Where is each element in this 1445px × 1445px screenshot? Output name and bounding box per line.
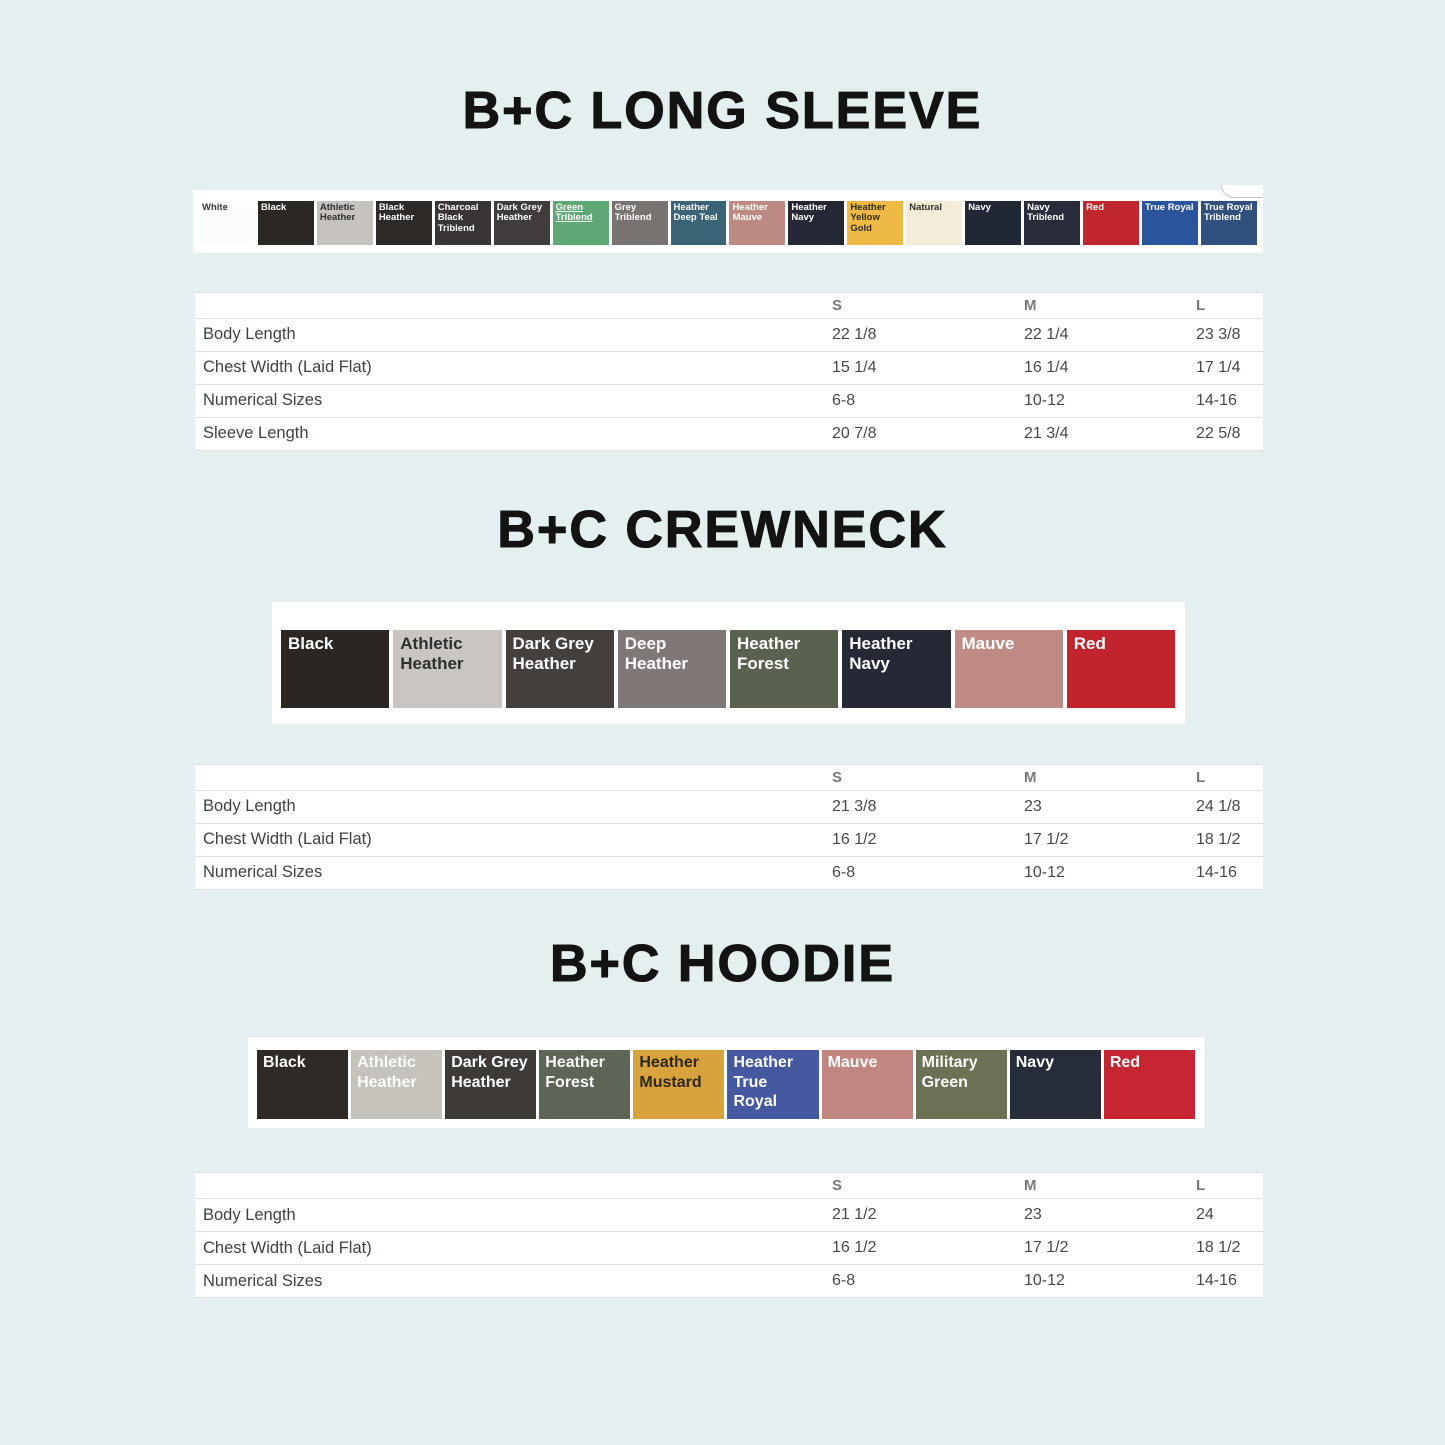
measurement-value: 21 3/8 <box>832 797 877 815</box>
swatch-label: Athletic Heather <box>319 201 356 224</box>
empty-header-cell <box>195 764 832 790</box>
table-row <box>195 1199 1263 1232</box>
measurement-value: 21 3/4 <box>1024 424 1069 442</box>
measurement-value: 23 3/8 <box>1196 325 1241 343</box>
color-swatch-dark-grey-heather[interactable] <box>445 1050 536 1119</box>
swatch-label: Charcoal Black Triblend <box>437 201 479 235</box>
swatch-label: Red <box>1109 1054 1141 1072</box>
swatch-label: Athletic Heather <box>357 1054 417 1091</box>
measurement-label: Body Length <box>203 1205 296 1224</box>
swatch-label: Black <box>260 201 287 213</box>
size-column-header-m: M <box>1024 296 1037 314</box>
swatch-label: Military Green <box>921 1054 978 1091</box>
size-table-long-sleeve <box>195 292 1263 451</box>
swatch-label: White <box>202 201 228 213</box>
measurement-label: Body Length <box>203 325 296 344</box>
measurement-value: 18 1/2 <box>1196 830 1241 848</box>
measurement-value: 14-16 <box>1196 863 1237 881</box>
color-swatch-athletic-heather[interactable] <box>393 630 501 708</box>
color-swatch-grey-triblend[interactable] <box>612 201 668 245</box>
size-column-header-l: L <box>1196 768 1206 786</box>
section-crewneck <box>0 501 1445 890</box>
swatch-label: Green Triblend <box>555 201 593 224</box>
color-swatch-heather-forest[interactable] <box>730 630 838 708</box>
measurement-value: 10-12 <box>1024 391 1065 409</box>
color-swatch-green-triblend[interactable] <box>553 201 609 245</box>
measurement-value: 14-16 <box>1196 391 1237 409</box>
swatch-label: Grey Triblend <box>614 201 652 224</box>
measurement-value: 6-8 <box>832 391 856 409</box>
swatch-label: True Royal <box>1145 201 1194 213</box>
swatch-label: Dark Grey Heather <box>496 201 543 224</box>
measurement-value: 17 1/2 <box>1024 830 1069 848</box>
table-header-row <box>195 1173 1263 1199</box>
color-swatch-black[interactable] <box>258 201 314 245</box>
swatch-label: Navy <box>1015 1054 1054 1072</box>
color-swatch-black-heather[interactable] <box>376 201 432 245</box>
swatch-label: Dark Grey Heather <box>451 1054 528 1091</box>
empty-header-cell <box>195 1173 832 1199</box>
color-swatch-navy-triblend[interactable] <box>1024 201 1080 245</box>
color-swatch-red[interactable] <box>1083 201 1139 245</box>
swatch-label: Heather Mauve <box>732 201 768 224</box>
color-swatch-athletic-heather[interactable] <box>317 201 373 245</box>
measurement-label: Chest Width (Laid Flat) <box>203 358 372 377</box>
measurement-value: 6-8 <box>832 863 856 881</box>
color-swatch-military-green[interactable] <box>916 1050 1007 1119</box>
page-title-long-sleeve: B+C LONG SLEEVE <box>462 82 983 140</box>
swatch-label: Heather True Royal <box>733 1054 794 1110</box>
swatch-label: Black <box>288 633 334 653</box>
measurement-label: Sleeve Length <box>203 424 309 443</box>
swatch-label: Red <box>1073 633 1106 653</box>
measurement-value: 16 1/4 <box>1024 358 1069 376</box>
measurement-value: 22 5/8 <box>1196 424 1241 442</box>
table-row <box>195 417 1263 450</box>
swatch-label: Dark Grey Heather <box>512 633 594 674</box>
table-row <box>195 856 1263 889</box>
swatch-label: True Royal Triblend <box>1203 201 1253 224</box>
swatch-label: Mauve <box>961 633 1015 653</box>
measurement-value: 24 <box>1196 1206 1214 1224</box>
measurement-value: 10-12 <box>1024 1272 1065 1290</box>
size-column-header-s: S <box>832 768 843 786</box>
measurement-value: 22 1/4 <box>1024 325 1069 343</box>
table-row <box>195 351 1263 384</box>
popup-corner-decoration <box>1221 185 1263 198</box>
color-swatch-charcoal-black-triblend[interactable] <box>435 201 491 245</box>
size-column-header-s: S <box>832 1177 843 1195</box>
measurement-label: Body Length <box>203 797 296 816</box>
size-column-header-m: M <box>1024 768 1037 786</box>
color-swatch-dark-grey-heather[interactable] <box>494 201 550 245</box>
color-swatch-black[interactable] <box>281 630 389 708</box>
swatch-label: Navy Triblend <box>1027 201 1065 224</box>
swatch-label: Heather Navy <box>791 201 827 224</box>
size-table-crewneck <box>195 764 1263 890</box>
measurement-label: Chest Width (Laid Flat) <box>203 830 372 849</box>
measurement-label: Chest Width (Laid Flat) <box>203 1238 372 1257</box>
page-title-crewneck: B+C CREWNECK <box>497 500 948 559</box>
size-column-header-l: L <box>1196 1177 1206 1195</box>
swatch-label: Heather Navy <box>849 633 913 674</box>
color-swatch-navy[interactable] <box>1010 1050 1101 1119</box>
page-title-hoodie: B+C HOODIE <box>549 934 896 993</box>
swatch-label: Heather Forest <box>737 633 801 674</box>
color-swatch-navy[interactable] <box>965 201 1021 245</box>
table-row <box>195 1232 1263 1265</box>
swatch-label: Black Heather <box>378 201 415 224</box>
measurement-label: Numerical Sizes <box>203 863 323 882</box>
color-swatch-heather-yellow-gold[interactable] <box>847 201 903 245</box>
color-swatch-strip-long-sleeve <box>193 190 1263 253</box>
color-swatch-heather-mauve[interactable] <box>729 201 785 245</box>
color-swatch-mauve[interactable] <box>822 1050 913 1119</box>
swatch-label: Heather Mustard <box>639 1054 702 1091</box>
size-table-hoodie <box>195 1172 1263 1298</box>
color-swatch-red[interactable] <box>1067 630 1175 708</box>
measurement-label: Numerical Sizes <box>203 1271 323 1290</box>
measurement-value: 22 1/8 <box>832 325 877 343</box>
swatch-label: Heather Yellow Gold <box>850 201 886 235</box>
table-row <box>195 790 1263 823</box>
color-swatch-heather-deep-teal[interactable] <box>671 201 727 245</box>
size-column-header-m: M <box>1024 1177 1037 1195</box>
measurement-value: 24 1/8 <box>1196 797 1241 815</box>
table-header-row <box>195 764 1263 790</box>
color-swatch-strip-crewneck <box>272 602 1185 724</box>
measurement-value: 16 1/2 <box>832 1239 877 1257</box>
measurement-value: 10-12 <box>1024 863 1065 881</box>
swatch-label: Athletic Heather <box>400 633 464 674</box>
measurement-value: 21 1/2 <box>832 1206 877 1224</box>
measurement-value: 23 <box>1024 797 1042 815</box>
color-swatch-strip-hoodie <box>248 1037 1205 1128</box>
color-swatch-deep-heather[interactable] <box>618 630 726 708</box>
measurement-value: 23 <box>1024 1206 1042 1224</box>
measurement-value: 17 1/4 <box>1196 358 1241 376</box>
color-swatch-athletic-heather[interactable] <box>351 1050 442 1119</box>
color-swatch-heather-true-royal[interactable] <box>727 1050 818 1119</box>
color-swatch-true-royal-triblend[interactable] <box>1201 201 1257 245</box>
swatch-label: Deep Heather <box>624 633 689 674</box>
measurement-value: 18 1/2 <box>1196 1239 1241 1257</box>
measurement-value: 20 7/8 <box>832 424 877 442</box>
table-row <box>195 1265 1263 1298</box>
color-swatch-dark-grey-heather[interactable] <box>506 630 614 708</box>
table-header-row <box>195 292 1263 318</box>
section-long-sleeve <box>0 82 1445 451</box>
swatch-label: Mauve <box>827 1054 878 1072</box>
measurement-label: Numerical Sizes <box>203 391 323 410</box>
color-swatch-white[interactable] <box>199 201 255 245</box>
empty-header-cell <box>195 292 832 318</box>
swatch-label: Heather Forest <box>545 1054 605 1091</box>
swatch-label: Navy <box>968 201 991 213</box>
swatch-label: Red <box>1086 201 1105 213</box>
color-swatch-natural[interactable] <box>906 201 962 245</box>
color-swatch-heather-mustard[interactable] <box>633 1050 724 1119</box>
color-swatch-heather-navy[interactable] <box>842 630 950 708</box>
size-column-header-s: S <box>832 296 843 314</box>
swatch-label: Natural <box>909 201 942 213</box>
color-swatch-heather-navy[interactable] <box>788 201 844 245</box>
color-swatch-black[interactable] <box>257 1050 348 1119</box>
measurement-value: 14-16 <box>1196 1272 1237 1290</box>
section-hoodie <box>0 935 1445 1299</box>
swatch-label: Black <box>263 1054 306 1072</box>
color-swatch-heather-forest[interactable] <box>539 1050 630 1119</box>
measurement-value: 17 1/2 <box>1024 1239 1069 1257</box>
size-column-header-l: L <box>1196 296 1206 314</box>
color-swatch-red[interactable] <box>1104 1050 1195 1119</box>
table-row <box>195 318 1263 351</box>
table-row <box>195 384 1263 417</box>
table-row <box>195 823 1263 856</box>
swatch-label: Heather Deep Teal <box>673 201 718 224</box>
color-swatch-true-royal[interactable] <box>1142 201 1198 245</box>
color-swatch-mauve[interactable] <box>955 630 1063 708</box>
measurement-value: 15 1/4 <box>832 358 877 376</box>
measurement-value: 6-8 <box>832 1272 856 1290</box>
measurement-value: 16 1/2 <box>832 830 877 848</box>
